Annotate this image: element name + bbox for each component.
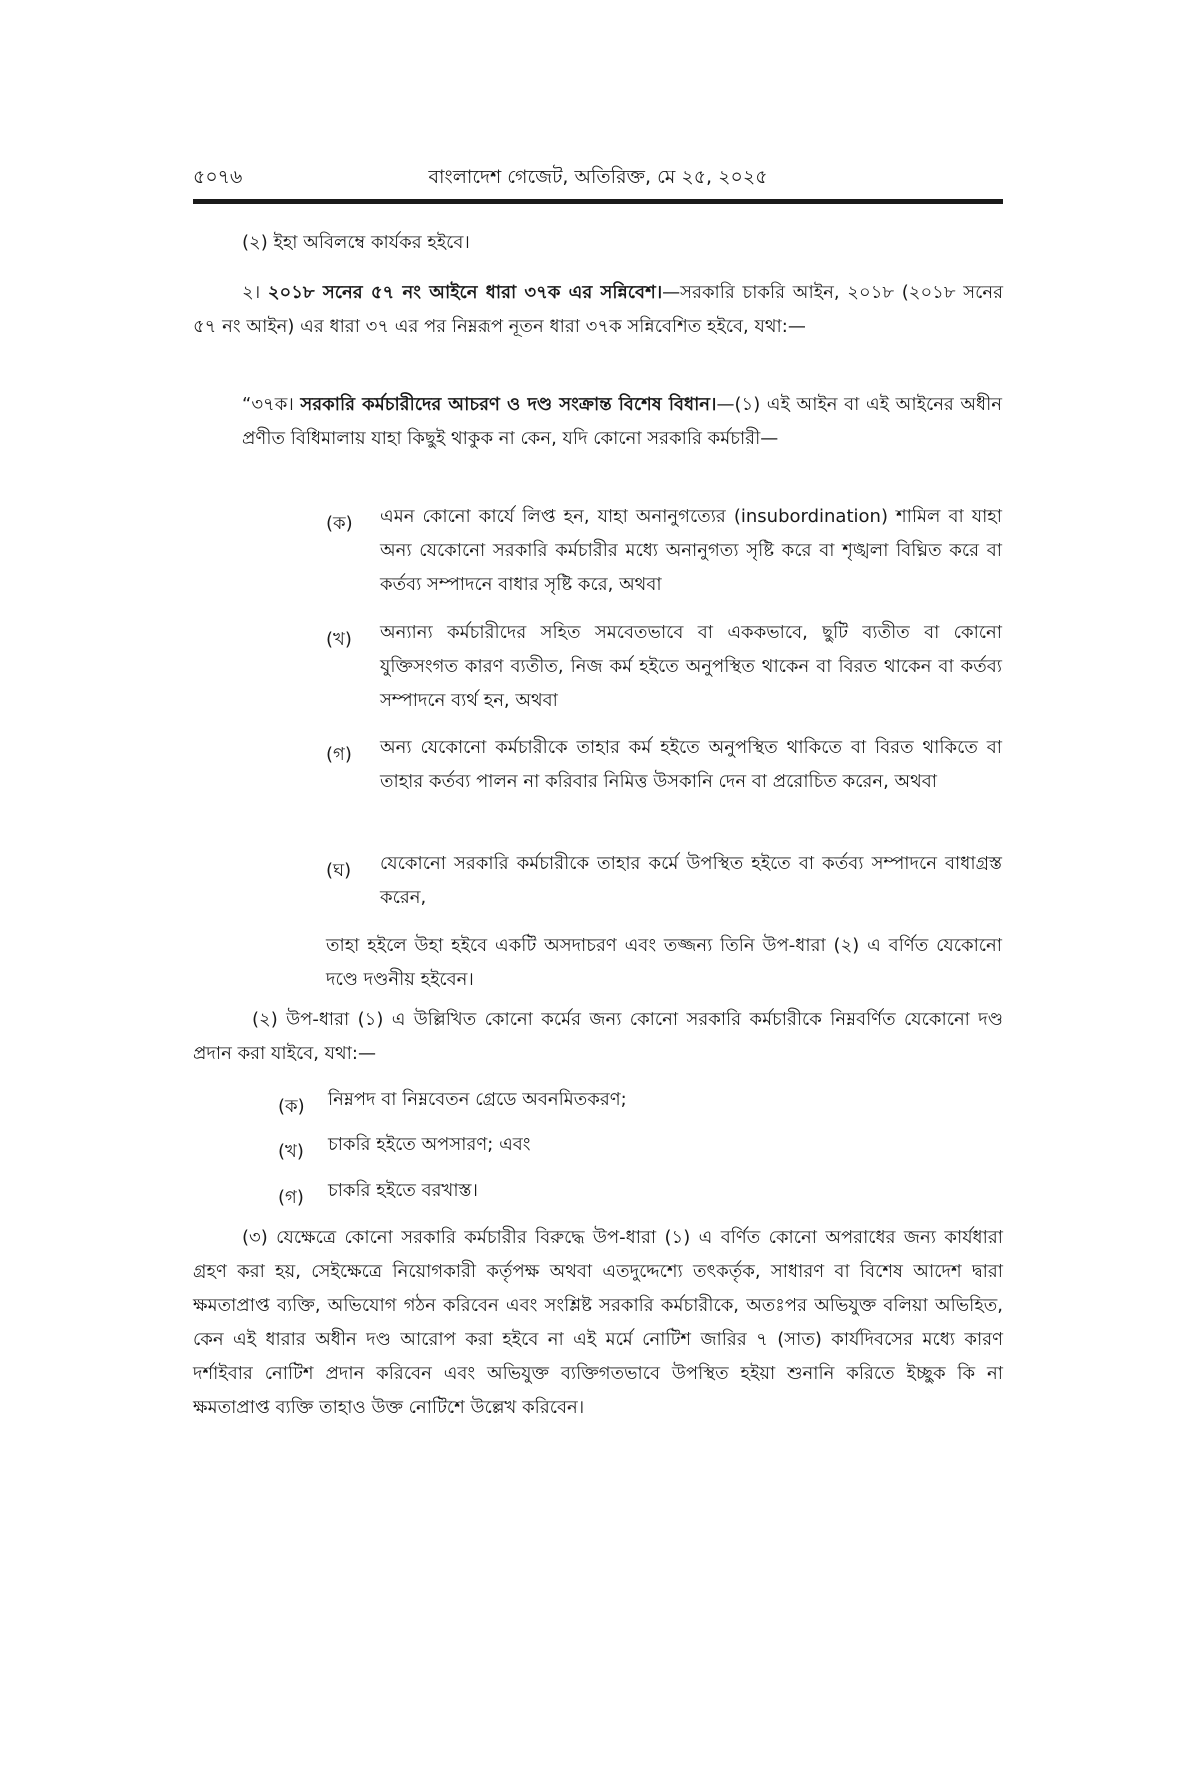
clause-label: (গ) [326, 744, 352, 765]
clause-label: (খ) [326, 629, 352, 650]
header-rule [193, 199, 1003, 204]
section-2-heading: ২০১৮ সনের ৫৭ নং আইনে ধারা ৩৭ক এর সন্নিবেশ। [267, 282, 663, 303]
penalty-label: (গ) [278, 1187, 304, 1208]
penalty-item: চাকরি হইতে অপসারণ; এবং [328, 1134, 531, 1155]
sub-section-2: (২) উপ-ধারা (১) এ উল্লিখিত কোনো কর্মের জন্য কোনো সরকারি কর্মচারীকে নিম্নবর্ণিত যেকোনো দণ্ড প্রদান করা যাইবে, যথা:— [193, 1009, 1003, 1064]
clause-text: এমন কোনো কার্যে লিপ্ত হন, যাহা অনানুগত্যের (insubordination) শামিল বা যাহা অন্য যেকোনো সরকারি কর্মচারীর মধ্যে অনানুগত্য সৃষ্টি করে বা শৃঙ্খলা বিঘ্নিত করে বা কর্তব্য সম্পাদনে বাধার সৃষ্টি করে, অথবা [380, 506, 1002, 595]
section-37k-intro-text: —(১) এই আইন বা এই আইনের অধীন প্রণীত বিধিমালায় যাহা কিছুই থাকুক না কেন, যদি কোনো সরকারি কর্মচারী— [242, 394, 1002, 449]
clause-text: অন্য যেকোনো কর্মচারীকে তাহার কর্ম হইতে অনুপস্থিত থাকিতে বা বিরত থাকিতে বা তাহার কর্তব্য পালন না করিবার নিমিত্ত উসকানি দেন বা প্ররোচিত করেন, অথবা [380, 737, 1002, 792]
penalty-item: চাকরি হইতে বরখাস্ত। [328, 1180, 478, 1201]
page-number: ৫০৭৬ [193, 166, 243, 188]
penalty-label: (ক) [278, 1096, 305, 1117]
clause-conclusion: তাহা হইলে উহা হইবে একটি অসদাচরণ এবং তজ্জন্য তিনি উপ-ধারা (২) এ বর্ণিত যেকোনো দণ্ডে দণ্ডনীয় হইবেন। [326, 935, 1002, 990]
clause-label: (ঘ) [326, 860, 352, 881]
clause-text: যেকোনো সরকারি কর্মচারীকে তাহার কর্মে উপস্থিত হইতে বা কর্তব্য সম্পাদনে বাধাগ্রস্ত করেন, [380, 853, 1002, 908]
section-37k-intro [242, 388, 1002, 456]
section-37k-heading: সরকারি কর্মচারীদের আচরণ ও দণ্ড সংক্রান্ত বিশেষ বিধান। [300, 394, 717, 415]
effective-clause: (২) ইহা অবিলম্বে কার্যকর হইবে। [242, 232, 470, 253]
gazette-title: বাংলাদেশ গেজেট, অতিরিক্ত, মে ২৫, ২০২৫ [428, 166, 768, 188]
penalty-label: (খ) [278, 1141, 304, 1162]
clause-label: (ক) [326, 513, 353, 534]
clause-text: অন্যান্য কর্মচারীদের সহিত সমবেতভাবে বা এককভাবে, ছুটি ব্যতীত বা কোনো যুক্তিসংগত কারণ ব্যতীত, নিজ কর্ম হইতে অনুপস্থিত থাকেন বা বিরত থাকেন বা কর্তব্য সম্পাদনে ব্যর্থ হন, অথবা [380, 622, 1002, 711]
sub-section-3: (৩) যেক্ষেত্রে কোনো সরকারি কর্মচারীর বিরুদ্ধে উপ-ধারা (১) এ বর্ণিত কোনো অপরাধের জন্য কার্যধারা গ্রহণ করা হয়, সেইক্ষেত্রে নিয়োগকারী কর্তৃপক্ষ অথবা এতদুদ্দেশ্যে তৎকর্তৃক, সাধারণ বা বিশেষ আদেশ দ্বারা ক্ষমতাপ্রাপ্ত ব্যক্তি, অভিযোগ গঠন করিবেন এবং সংশ্লিষ্ট সরকারি কর্মচারীকে, অতঃপর অভিযুক্ত বলিয়া অভিহিত, কেন এই ধারার অধীন দণ্ড আরোপ করা হইবে না এই মর্মে নোটিশ জারির ৭ (সাত) কার্যদিবসের মধ্যে কারণ দর্শাইবার নোটিশ প্রদান করিবেন এবং অভিযুক্ত ব্যক্তিগতভাবে উপস্থিত হইয়া শুনানি করিতে ইচ্ছুক কি না ক্ষমতাপ্রাপ্ত ব্যক্তি তাহাও উক্ত নোটিশে উল্লেখ করিবেন। [193, 1227, 1003, 1418]
penalty-item: নিম্নপদ বা নিম্নবেতন গ্রেডে অবনমিতকরণ; [328, 1089, 627, 1110]
section-2-number: ২। [242, 282, 261, 303]
section-2-paragraph [193, 276, 1003, 344]
section-2-text: —সরকারি চাকরি আইন, ২০১৮ (২০১৮ সনের ৫৭ নং আইন) এর ধারা ৩৭ এর পর নিম্নরূপ নূতন ধারা ৩৭ক সন্নিবেশিত হইবে, যথা:— [193, 282, 1003, 337]
section-37k-prefix: “৩৭ক। [242, 394, 294, 415]
